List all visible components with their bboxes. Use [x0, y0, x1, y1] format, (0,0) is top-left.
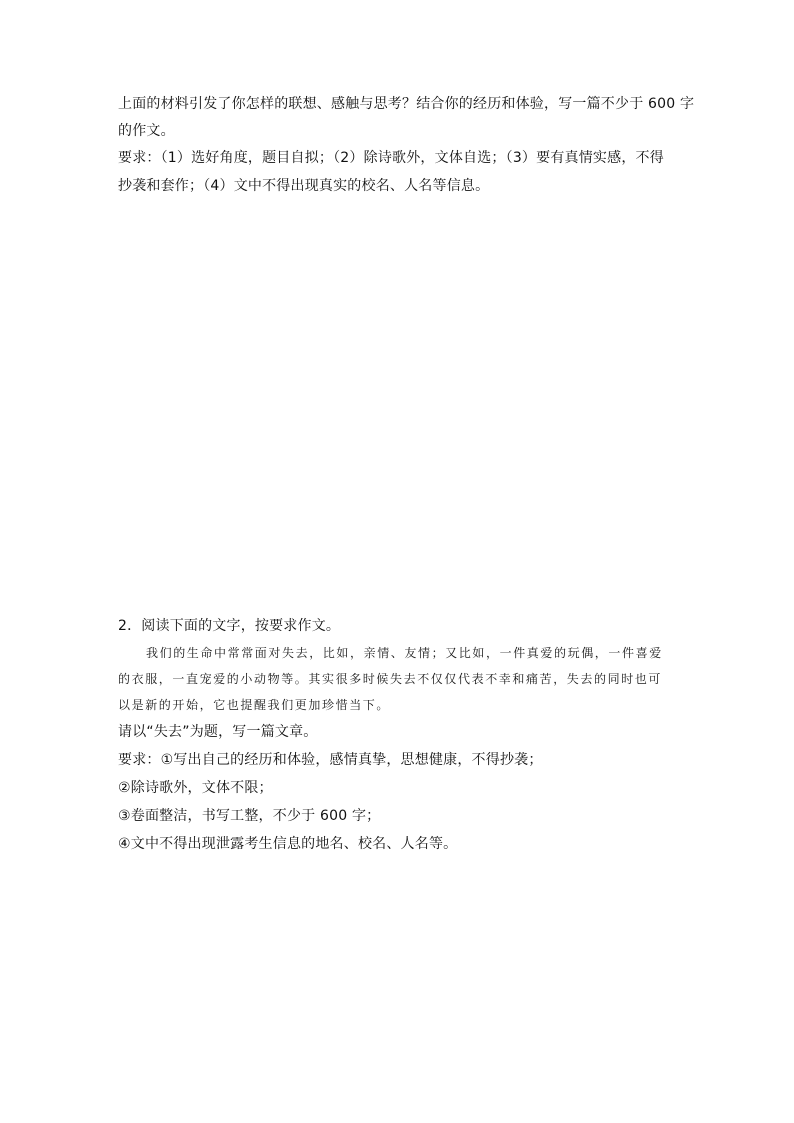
- passage-line: 的衣服，一直宠爱的小动物等。其实很多时候失去不仅仅代表不幸和痛苦，失去的同时也可: [118, 672, 663, 686]
- question-1-requirements-line: 要求：（1）选好角度，题目自拟；（2）除诗歌外，文体自选；（3）要有真情实感，不得: [118, 150, 664, 166]
- passage-line: 我们的生命中常常面对失去，比如，亲情、友情；又比如，一件真爱的玩偶，一件喜爱: [146, 646, 663, 660]
- question-2-heading: 2．阅读下面的文字，按要求作文。: [118, 618, 341, 634]
- essay-prompt: 请以“失去”为题，写一篇文章。: [118, 724, 318, 740]
- requirement-item: ③卷面整洁，书写工整，不少于 600 字；: [118, 808, 381, 824]
- question-1-instruction-line: 的作文。: [118, 123, 175, 139]
- requirement-item: ②除诗歌外，文体不限；: [118, 780, 273, 796]
- requirement-item: 要求：①写出自己的经历和体验，感情真挚，思想健康，不得抄袭；: [118, 752, 543, 768]
- passage-line: 以是新的开始，它也提醒我们更加珍惜当下。: [118, 698, 391, 712]
- requirement-item: ④文中不得出现泄露考生信息的地名、校名、人名等。: [118, 836, 458, 852]
- question-1-instruction-line: 上面的材料引发了你怎样的联想、感触与思考？结合你的经历和体验，写一篇不少于 600 字: [118, 96, 695, 112]
- question-1-requirements-line: 抄袭和套作；（4）文中不得出现真实的校名、人名等信息。: [118, 178, 490, 194]
